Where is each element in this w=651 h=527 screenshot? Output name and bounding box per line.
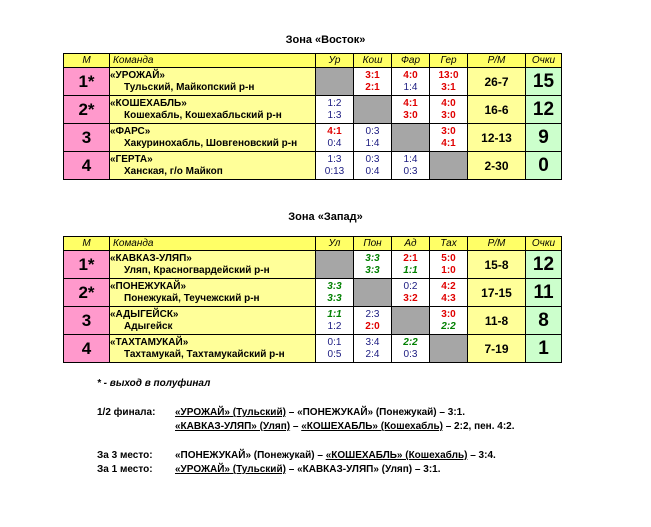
goal-diff-cell: 12-13 bbox=[468, 124, 526, 152]
team-name: «АДЫГЕЙСК» bbox=[110, 308, 179, 320]
header-cell: Команда bbox=[110, 237, 316, 251]
position-cell: 1* bbox=[64, 251, 110, 279]
table-header-row bbox=[64, 54, 562, 68]
zone-west-title: Зона «Запад» bbox=[288, 211, 363, 223]
table-row bbox=[64, 68, 562, 96]
header-cell: Очки bbox=[526, 237, 562, 251]
header-cell: Ул bbox=[316, 237, 354, 251]
score-first-leg: 1:1 bbox=[327, 308, 342, 320]
first-place-match: «УРОЖАЙ» (Тульский) – «КАВКАЗ-УЛЯП» (Уляп) – 3:1. bbox=[175, 464, 441, 475]
footnote: * - выход в полуфинал bbox=[97, 378, 211, 389]
score-first-leg: 13:0 bbox=[438, 69, 459, 81]
points-cell: 12 bbox=[526, 251, 562, 279]
semifinal-2: «КАВКАЗ-УЛЯП» (Уляп) – «КОШЕХАБЛЬ» (Кошехабль) – 2:2, пен. 4:2. bbox=[175, 421, 515, 432]
header-cell: Очки bbox=[526, 54, 562, 68]
score-cell bbox=[430, 96, 468, 124]
points-cell: 15 bbox=[526, 68, 562, 96]
header-cell: Ур bbox=[316, 54, 354, 68]
header-cell: Кош bbox=[354, 54, 392, 68]
position-cell: 2* bbox=[64, 96, 110, 124]
score-second-leg: 3:0 bbox=[403, 109, 418, 121]
score-cell bbox=[392, 96, 430, 124]
header-cell: Пон bbox=[354, 237, 392, 251]
semifinal-1-team1: «УРОЖАЙ» (Тульский) bbox=[175, 407, 286, 418]
score-first-leg: 4:1 bbox=[403, 97, 418, 109]
table-header-row bbox=[64, 237, 562, 251]
score-second-leg: 1:2 bbox=[327, 320, 342, 332]
goal-diff-cell: 7-19 bbox=[468, 335, 526, 363]
blank-score-cell bbox=[354, 96, 392, 124]
score-cell bbox=[354, 335, 392, 363]
header-cell: Тах bbox=[430, 237, 468, 251]
team-cell bbox=[110, 307, 316, 335]
table-row bbox=[64, 96, 562, 124]
score-second-leg: 1:3 bbox=[327, 109, 342, 121]
score-cell bbox=[392, 152, 430, 180]
third-place-match: «ПОНЕЖУКАЙ» (Понежукай) – «КОШЕХАБЛЬ» (Кошехабль) – 3:4. bbox=[175, 450, 496, 461]
score-second-leg: 3:3 bbox=[327, 292, 342, 304]
blank-score-cell bbox=[316, 251, 354, 279]
position-cell: 4 bbox=[64, 152, 110, 180]
score-second-leg: 3:2 bbox=[403, 292, 418, 304]
score-first-leg: 1:4 bbox=[403, 153, 418, 165]
score-cell bbox=[316, 307, 354, 335]
score-second-leg: 3:3 bbox=[365, 264, 380, 276]
team-cell bbox=[110, 68, 316, 96]
score-second-leg: 3:0 bbox=[441, 109, 456, 121]
blank-score-cell bbox=[392, 124, 430, 152]
score-cell bbox=[316, 124, 354, 152]
points-cell: 0 bbox=[526, 152, 562, 180]
team-cell bbox=[110, 251, 316, 279]
header-cell: Фар bbox=[392, 54, 430, 68]
header-cell: Гер bbox=[430, 54, 468, 68]
header-cell: Р/М bbox=[468, 237, 526, 251]
score-first-leg: 3:1 bbox=[365, 69, 380, 81]
position-cell: 1* bbox=[64, 68, 110, 96]
score-cell bbox=[316, 96, 354, 124]
score-cell bbox=[354, 68, 392, 96]
team-location: Ханская, г/о Майкоп bbox=[124, 165, 223, 177]
header-cell: М bbox=[64, 54, 110, 68]
blank-score-cell bbox=[316, 68, 354, 96]
table-row bbox=[64, 251, 562, 279]
team-location: Тульский, Майкопский р-н bbox=[124, 81, 255, 93]
goal-diff-cell: 17-15 bbox=[468, 279, 526, 307]
score-first-leg: 4:2 bbox=[441, 280, 456, 292]
position-cell: 4 bbox=[64, 335, 110, 363]
score-cell bbox=[430, 279, 468, 307]
first-place-label: За 1 место: bbox=[97, 464, 153, 475]
score-first-leg: 0:1 bbox=[327, 336, 342, 348]
team-cell bbox=[110, 152, 316, 180]
score-second-leg: 3:1 bbox=[441, 81, 456, 93]
score-first-leg: 1:2 bbox=[327, 97, 342, 109]
goal-diff-cell: 11-8 bbox=[468, 307, 526, 335]
score-first-leg: 3:0 bbox=[441, 308, 456, 320]
score-second-leg: 0:5 bbox=[327, 348, 342, 360]
score-second-leg: 0:13 bbox=[324, 165, 345, 177]
team-name: «КОШЕХАБЛЬ» bbox=[110, 97, 187, 109]
score-second-leg: 1:0 bbox=[441, 264, 456, 276]
score-first-leg: 4:0 bbox=[441, 97, 456, 109]
goal-diff-cell: 2-30 bbox=[468, 152, 526, 180]
team-name: «УРОЖАЙ» bbox=[110, 69, 165, 81]
blank-score-cell bbox=[354, 279, 392, 307]
points-cell: 9 bbox=[526, 124, 562, 152]
position-cell: 3 bbox=[64, 307, 110, 335]
goal-diff-cell: 26-7 bbox=[468, 68, 526, 96]
score-second-leg: 1:4 bbox=[365, 137, 380, 149]
header-cell: Ад bbox=[392, 237, 430, 251]
points-cell: 12 bbox=[526, 96, 562, 124]
score-second-leg: 2:2 bbox=[441, 320, 456, 332]
score-second-leg: 1:4 bbox=[403, 81, 418, 93]
score-second-leg: 0:4 bbox=[327, 137, 342, 149]
position-cell: 3 bbox=[64, 124, 110, 152]
team-location: Тахтамукай, Тахтамукайский р-н bbox=[124, 348, 285, 360]
semifinal-2-team1: «КАВКАЗ-УЛЯП» (Уляп) bbox=[175, 421, 291, 432]
points-cell: 1 bbox=[526, 335, 562, 363]
score-second-leg: 2:1 bbox=[365, 81, 380, 93]
score-second-leg: 0:3 bbox=[403, 165, 418, 177]
semifinal-label: 1/2 финала: bbox=[97, 407, 156, 418]
table-row bbox=[64, 335, 562, 363]
score-cell bbox=[392, 279, 430, 307]
score-cell bbox=[392, 335, 430, 363]
score-cell bbox=[354, 124, 392, 152]
score-second-leg: 2:0 bbox=[365, 320, 380, 332]
score-first-leg: 0:2 bbox=[403, 280, 418, 292]
score-cell bbox=[316, 279, 354, 307]
team-location: Уляп, Красногвардейский р-н bbox=[124, 264, 270, 276]
points-cell: 8 bbox=[526, 307, 562, 335]
table-row bbox=[64, 307, 562, 335]
team-cell bbox=[110, 96, 316, 124]
table-row bbox=[64, 279, 562, 307]
points-cell: 11 bbox=[526, 279, 562, 307]
blank-score-cell bbox=[430, 152, 468, 180]
score-cell bbox=[430, 68, 468, 96]
score-second-leg: 0:3 bbox=[403, 348, 418, 360]
score-first-leg: 0:3 bbox=[365, 125, 380, 137]
team-name: «ГЕРТА» bbox=[110, 153, 153, 165]
score-cell bbox=[354, 251, 392, 279]
team-name: «ПОНЕЖУКАЙ» bbox=[110, 280, 187, 292]
score-first-leg: 0:3 bbox=[365, 153, 380, 165]
team-cell bbox=[110, 279, 316, 307]
score-second-leg: 4:3 bbox=[441, 292, 456, 304]
score-first-leg: 3:0 bbox=[441, 125, 456, 137]
team-cell bbox=[110, 124, 316, 152]
team-name: «ТАХТАМУКАЙ» bbox=[110, 336, 189, 348]
zone-east-title: Зона «Восток» bbox=[285, 34, 366, 46]
team-name: «ФАРС» bbox=[110, 125, 151, 137]
semifinal-1: «УРОЖАЙ» (Тульский) – «ПОНЕЖУКАЙ» (Понежукай) – 3:1. bbox=[175, 407, 465, 418]
score-first-leg: 2:2 bbox=[403, 336, 418, 348]
goal-diff-cell: 15-8 bbox=[468, 251, 526, 279]
score-cell bbox=[316, 335, 354, 363]
semifinal-2-team2: «КОШЕХАБЛЬ» (Кошехабль) bbox=[301, 421, 443, 432]
score-second-leg: 4:1 bbox=[441, 137, 456, 149]
header-cell: М bbox=[64, 237, 110, 251]
score-first-leg: 3:3 bbox=[327, 280, 342, 292]
team-location: Кошехабль, Кошехабльский р-н bbox=[124, 109, 282, 121]
zone-west-table bbox=[63, 236, 562, 363]
score-second-leg: 2:4 bbox=[365, 348, 380, 360]
blank-score-cell bbox=[430, 335, 468, 363]
score-cell bbox=[430, 251, 468, 279]
score-cell bbox=[354, 307, 392, 335]
score-cell bbox=[430, 307, 468, 335]
score-cell bbox=[354, 152, 392, 180]
team-location: Понежукай, Теучежский р-н bbox=[124, 292, 260, 304]
goal-diff-cell: 16-6 bbox=[468, 96, 526, 124]
third-place-label: За 3 место: bbox=[97, 450, 153, 461]
score-first-leg: 2:1 bbox=[403, 252, 418, 264]
score-second-leg: 1:1 bbox=[403, 264, 418, 276]
team-location: Адыгейск bbox=[124, 320, 173, 332]
score-cell bbox=[392, 68, 430, 96]
table-row bbox=[64, 152, 562, 180]
header-cell: Команда bbox=[110, 54, 316, 68]
score-first-leg: 1:3 bbox=[327, 153, 342, 165]
score-first-leg: 4:1 bbox=[327, 125, 342, 137]
score-first-leg: 2:3 bbox=[365, 308, 380, 320]
team-location: Хакуринохабль, Шовгеновский р-н bbox=[124, 137, 298, 149]
score-first-leg: 3:3 bbox=[365, 252, 380, 264]
semifinal-1-team2: «ПОНЕЖУКАЙ» (Понежукай) bbox=[297, 407, 437, 418]
score-second-leg: 0:4 bbox=[365, 165, 380, 177]
score-first-leg: 5:0 bbox=[441, 252, 456, 264]
score-first-leg: 4:0 bbox=[403, 69, 418, 81]
position-cell: 2* bbox=[64, 279, 110, 307]
zone-east-table bbox=[63, 53, 562, 180]
team-name: «КАВКАЗ-УЛЯП» bbox=[110, 252, 192, 264]
blank-score-cell bbox=[392, 307, 430, 335]
score-first-leg: 3:4 bbox=[365, 336, 380, 348]
score-cell bbox=[430, 124, 468, 152]
score-cell bbox=[316, 152, 354, 180]
header-cell: Р/М bbox=[468, 54, 526, 68]
team-cell bbox=[110, 335, 316, 363]
score-cell bbox=[392, 251, 430, 279]
table-row bbox=[64, 124, 562, 152]
